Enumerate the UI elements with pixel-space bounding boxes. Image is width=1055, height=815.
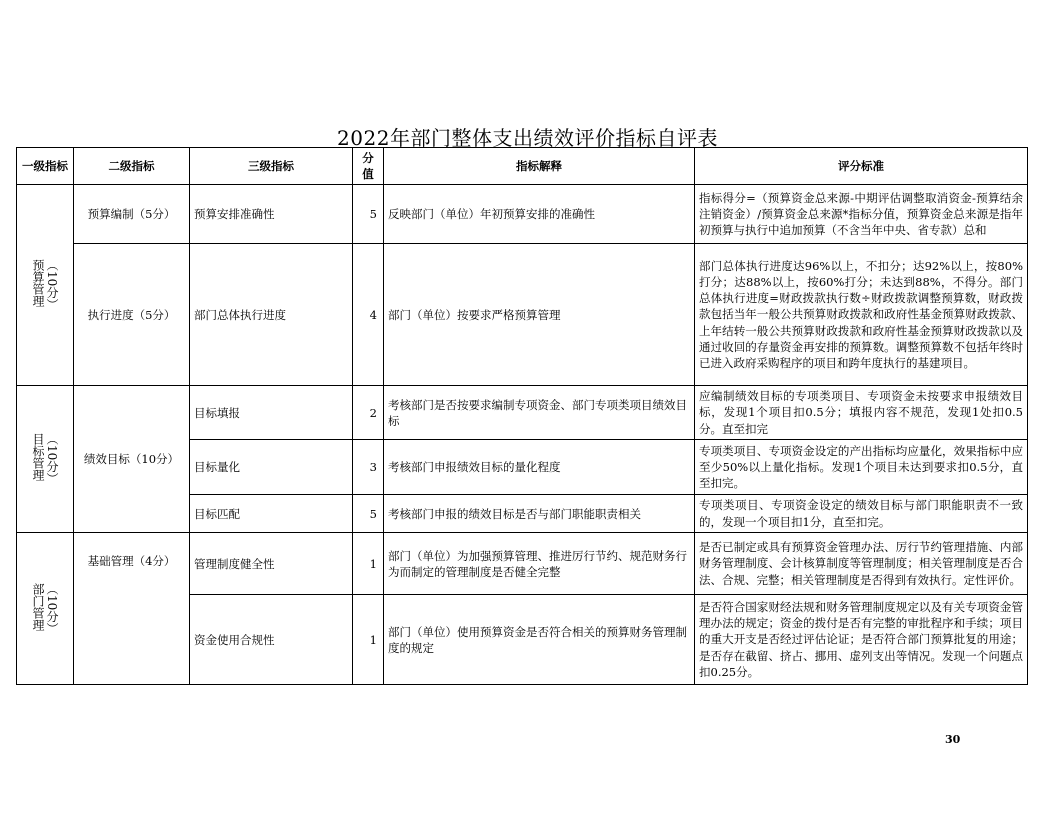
table-row	[17, 533, 1028, 595]
score-cell: 2	[353, 386, 384, 440]
criteria-cell: 指标得分=（预算资金总来源-中期评估调整取消资金-预算结余注销资金）/预算资金总来源*指标分值，预算资金总来源是指年初预算与执行中追加预算（不含当年中央、省专款）总和	[695, 185, 1028, 244]
level1-score: （10分）	[45, 582, 59, 634]
level3-cell: 资金使用合规性	[190, 595, 353, 685]
score-cell: 1	[353, 595, 384, 685]
header-explain: 指标解释	[384, 148, 695, 185]
explain-cell: 考核部门是否按要求编制专项资金、部门专项类项目绩效目标	[384, 386, 695, 440]
level1-cell-target	[17, 386, 74, 533]
level1-cell-dept	[17, 533, 74, 685]
level3-cell: 目标量化	[190, 440, 353, 495]
level1-cell-budget	[17, 185, 74, 386]
criteria-cell: 专项类项目、专项资金设定的绩效目标与部门职能职责不一致的，发现一个项目扣1分，直至扣完。	[695, 495, 1028, 533]
level1-name: 目标管理	[31, 433, 45, 481]
evaluation-table	[16, 147, 1028, 685]
criteria-cell: 部门总体执行进度达96%以上，不扣分；达92%以上，按80%打分；达88%以上，按60%打分；未达到88%，不得分。部门总体执行进度=财政拨款执行数÷财政拨款调整预算数，财政拨款包括当年一般公共预算财政拨款和政府性基金预算财政拨款、上年结转一般公共预算财政拨款和政府性基金预算财政拨款以及通过收回的存量资金再安排的预算数。调整预算数不包括年终时已进入政府采购程序的项目和跨年度执行的基建项目。	[695, 244, 1028, 386]
level2-cell: 预算编制（5分）	[74, 185, 190, 244]
page-title: 2022年部门整体支出绩效评价指标自评表	[337, 126, 718, 150]
level1-name: 部门管理	[31, 582, 45, 631]
criteria-cell: 是否已制定或具有预算资金管理办法、厉行节约管理措施、内部财务管理制度、会计核算制度等管理制度；相关管理制度是否合法、合规、完整；相关管理制度是否得到有效执行。定性评价。	[695, 533, 1028, 595]
explain-cell: 部门（单位）使用预算资金是否符合相关的预算财务管理制度的规定	[384, 595, 695, 685]
criteria-cell: 应编制绩效目标的专项类项目、专项资金未按要求申报绩效目标，发现1个项目扣0.5分；填报内容不规范，发现1处扣0.5分。直至扣完	[695, 386, 1028, 440]
level1-name: 预算管理	[31, 259, 45, 307]
level3-cell: 预算安排准确性	[190, 185, 353, 244]
level1-score: （10分）	[45, 259, 59, 311]
score-cell: 4	[353, 244, 384, 386]
explain-cell: 考核部门申报绩效目标的量化程度	[384, 440, 695, 495]
explain-cell: 部门（单位）为加强预算管理、推进厉行节约、规范财务行为而制定的管理制度是否健全完整	[384, 533, 695, 595]
explain-cell: 反映部门（单位）年初预算安排的准确性	[384, 185, 695, 244]
level3-cell: 部门总体执行进度	[190, 244, 353, 386]
score-cell: 5	[353, 495, 384, 533]
criteria-cell: 是否符合国家财经法规和财务管理制度规定以及有关专项资金管理办法的规定；资金的拨付是否有完整的审批程序和手续；项目的重大开支是否经过评估论证；是否符合部门预算批复的用途；是否存在截留、挤占、挪用、虚列支出等情况。发现一个问题点扣0.25分。	[695, 595, 1028, 685]
page-number: 30	[945, 733, 961, 746]
header-level3: 三级指标	[190, 148, 353, 185]
level2-cell: 基础管理（4分）	[74, 533, 190, 685]
table-row	[17, 244, 1028, 386]
level1-score: （10分）	[45, 433, 59, 485]
level3-cell: 目标填报	[190, 386, 353, 440]
level2-cell: 执行进度（5分）	[74, 244, 190, 386]
score-cell: 1	[353, 533, 384, 595]
level3-cell: 目标匹配	[190, 495, 353, 533]
header-level1: 一级指标	[17, 148, 74, 185]
level2-cell: 绩效目标（10分）	[74, 386, 190, 533]
score-cell: 5	[353, 185, 384, 244]
level3-cell: 管理制度健全性	[190, 533, 353, 595]
header-score: 分值	[353, 148, 384, 185]
header-row	[17, 148, 1028, 185]
table-row	[17, 386, 1028, 440]
table-row	[17, 185, 1028, 244]
header-criteria: 评分标准	[695, 148, 1028, 185]
header-level2: 二级指标	[74, 148, 190, 185]
explain-cell: 考核部门申报的绩效目标是否与部门职能职责相关	[384, 495, 695, 533]
score-cell: 3	[353, 440, 384, 495]
explain-cell: 部门（单位）按要求严格预算管理	[384, 244, 695, 386]
criteria-cell: 专项类项目、专项资金设定的产出指标均应量化，效果指标中应至少50%以上量化指标。发现1个项目未达到要求扣0.5分，直至扣完。	[695, 440, 1028, 495]
